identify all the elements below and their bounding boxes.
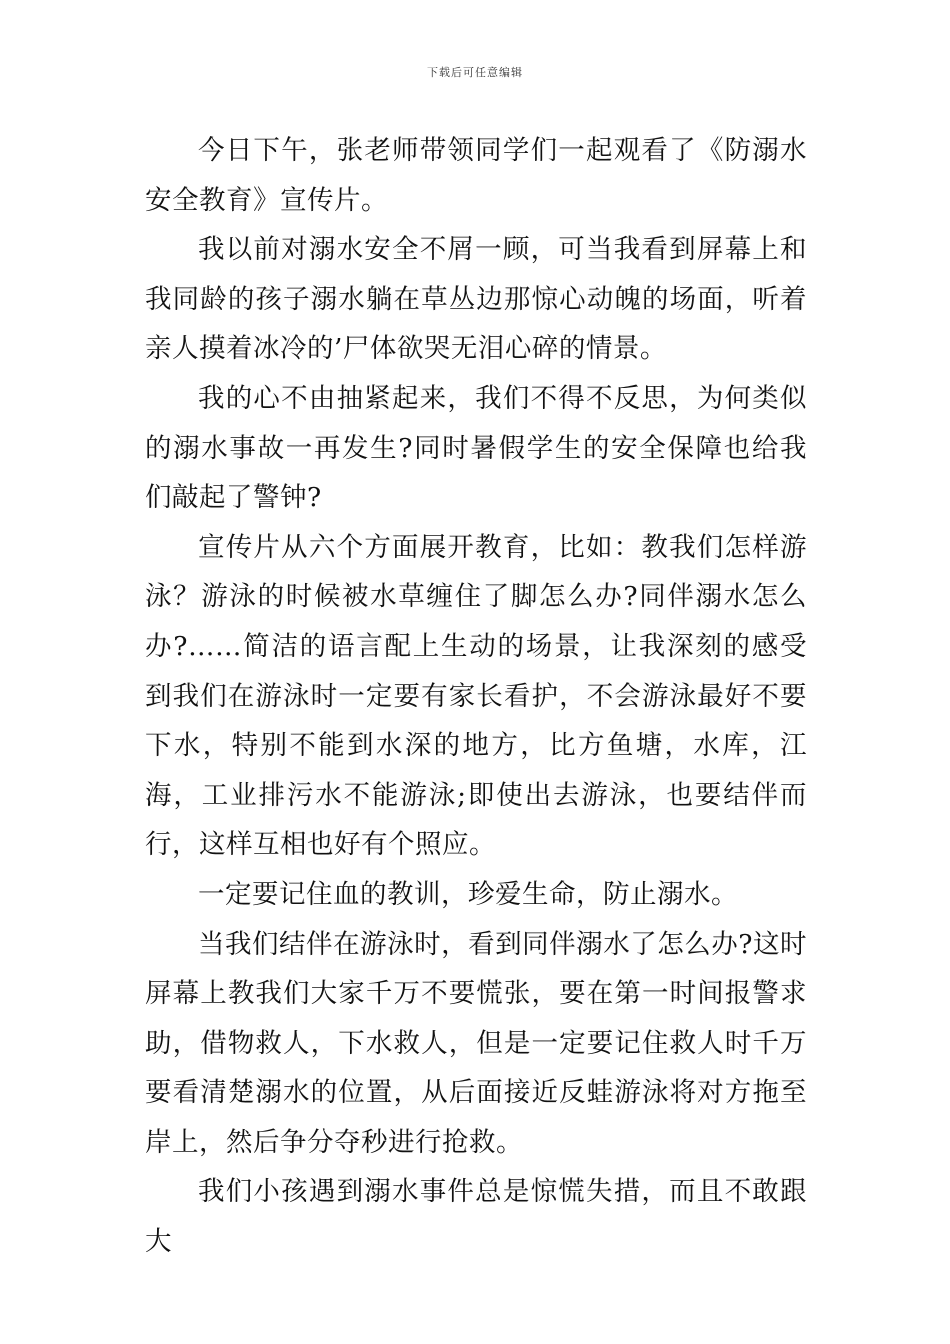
paragraph-1: 今日下午，张老师带领同学们一起观看了《防溺水安全教育》宣传片。 [145, 135, 807, 216]
paragraph-2: 我以前对溺水安全不屑一顾，可当我看到屏幕上和我同龄的孩子溺水躺在草丛边那惊心动魄的场面，听着亲人摸着冰冷的’尸体欲哭无泪心碎的情景。 [145, 234, 807, 365]
document-body [145, 126, 807, 1267]
page-header: 下载后可任意编辑 [427, 66, 523, 79]
paragraph-6: 当我们结伴在游泳时，看到同伴溺水了怎么办?这时屏幕上教我们大家千万不要慌张，要在第一时间报警求助，借物救人，下水救人，但是一定要记住救人时千万要看清楚溺水的位置，从后面接近反蛙游泳将对方拖至岸上，然后争分夺秒进行抢救。 [145, 928, 807, 1158]
paragraph-7: 我们小孩遇到溺水事件总是惊慌失措，而且不敢跟大 [145, 1176, 807, 1258]
paragraph-5: 一定要记住血的教训，珍爱生命，防止溺水。 [198, 878, 738, 910]
paragraph-4: 宣传片从六个方面展开教育，比如：教我们怎样游泳？游泳的时候被水草缠住了脚怎么办?同伴溺水怎么办?……简洁的语言配上生动的场景，让我深刻的感受到我们在游泳时一定要有家长看护，不会游泳最好不要下水，特别不能到水深的地方，比方鱼塘，水库，江海，工业排污水不能游泳;即使出去游泳，也要结伴而行，这样互相也好有个照应。 [145, 531, 807, 861]
paragraph-3: 我的心不由抽紧起来，我们不得不反思，为何类似的溺水事故一再发生?同时暑假学生的安全保障也给我们敲起了警钟? [145, 382, 807, 514]
